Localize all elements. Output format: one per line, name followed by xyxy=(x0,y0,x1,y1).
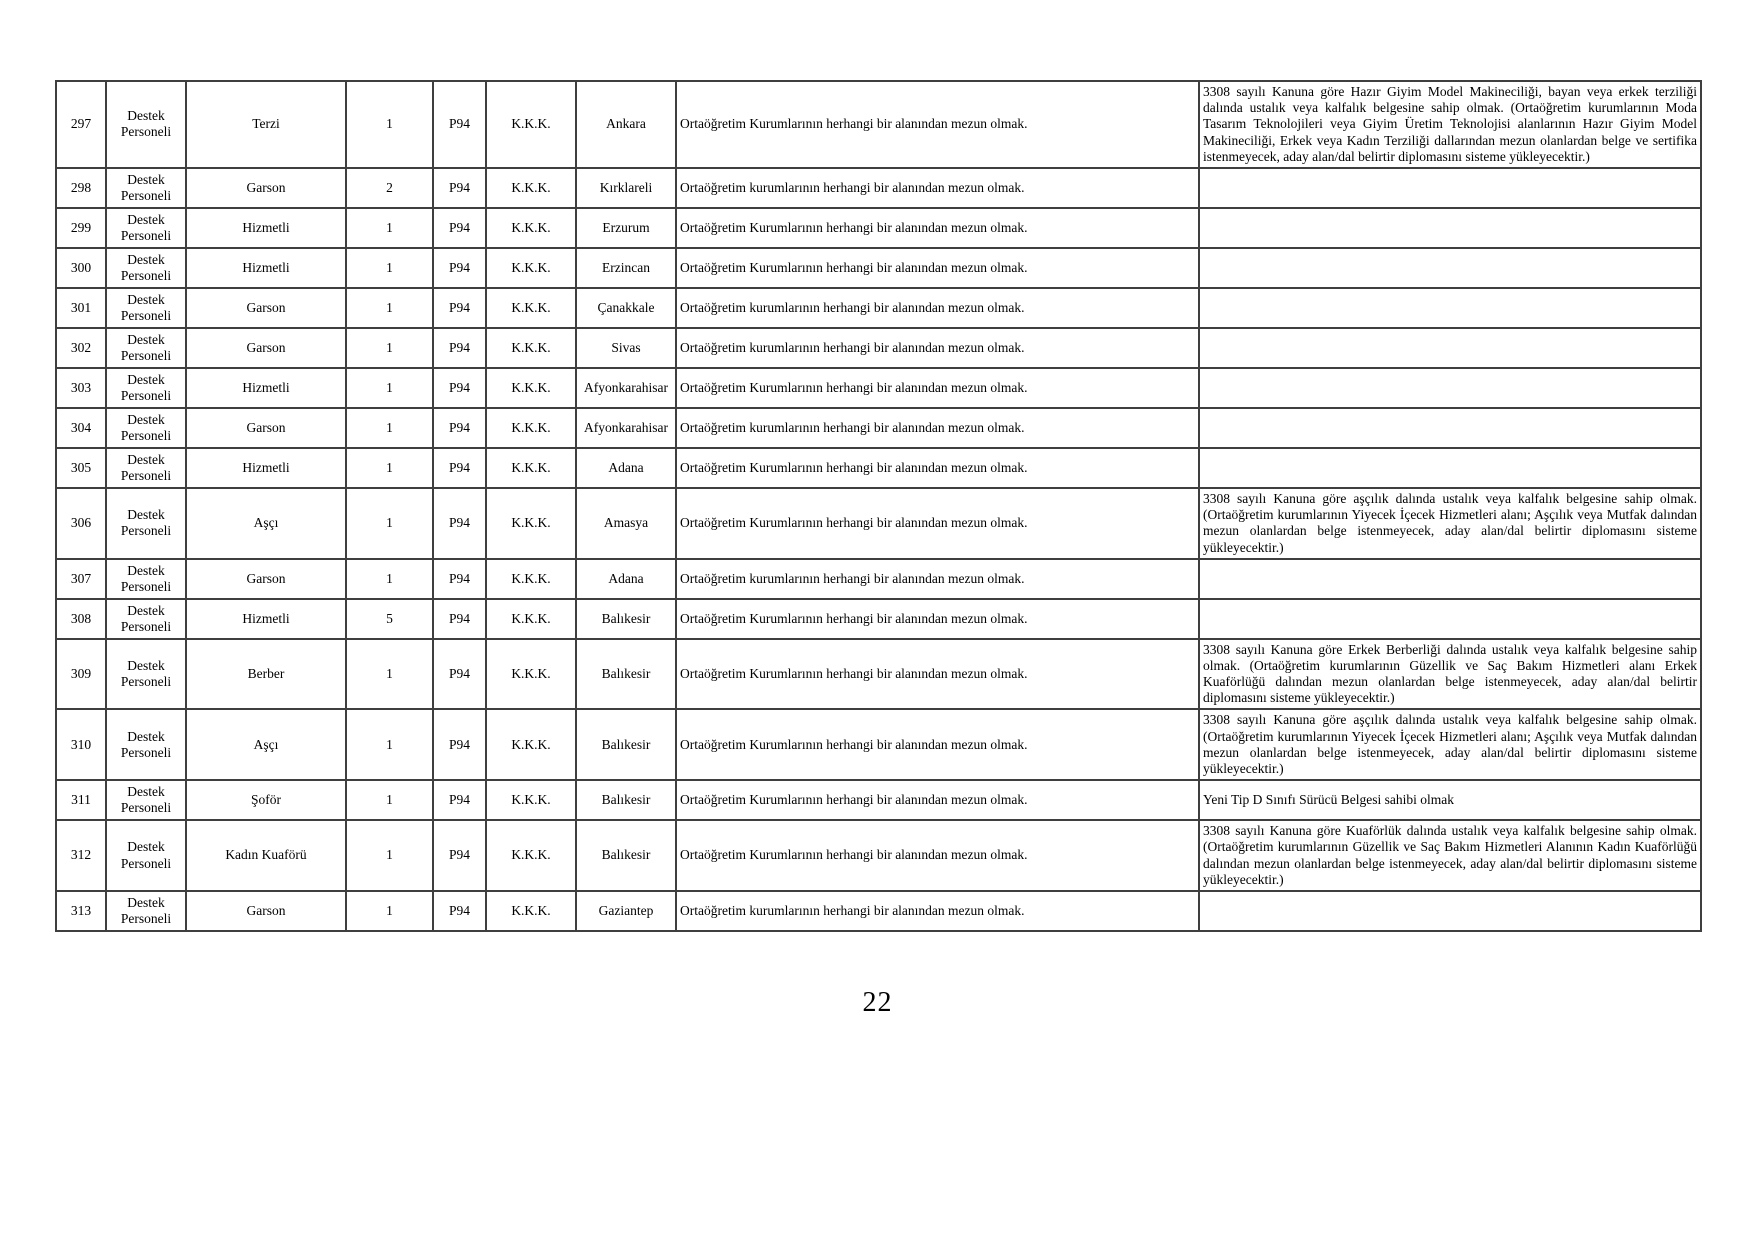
unit-cell: Destek Personeli xyxy=(106,288,186,328)
unit-cell: Destek Personeli xyxy=(106,248,186,288)
note-cell: 3308 sayılı Kanuna göre aşçılık dalında ustalık veya kalfalık belgesine sahip olmak. (Ortaöğretim kurumlarının Yiyecek İçecek Hizmetleri alanı; Aşçılık veya Mutfak dalından mezun olanlardan belge istenmeyecek, aday alan/dal belirtir diplomasını sisteme yükleyecektir.) xyxy=(1199,488,1701,559)
position-cell: Hizmetli xyxy=(186,368,346,408)
note-cell xyxy=(1199,248,1701,288)
city-cell: Erzurum xyxy=(576,208,676,248)
count-cell: 1 xyxy=(346,891,433,931)
count-cell: 1 xyxy=(346,288,433,328)
position-cell: Aşçı xyxy=(186,488,346,559)
score-type-cell: P94 xyxy=(433,599,486,639)
city-cell: Balıkesir xyxy=(576,599,676,639)
force-cell: K.K.K. xyxy=(486,780,576,820)
note-cell xyxy=(1199,408,1701,448)
city-cell: Afyonkarahisar xyxy=(576,408,676,448)
requirement-cell: Ortaöğretim Kurumlarının herhangi bir alanından mezun olmak. xyxy=(676,368,1199,408)
requirement-cell: Ortaöğretim Kurumlarının herhangi bir alanından mezun olmak. xyxy=(676,208,1199,248)
requirement-cell: Ortaöğretim Kurumlarının herhangi bir alanından mezun olmak. xyxy=(676,709,1199,780)
count-cell: 1 xyxy=(346,408,433,448)
row-number-cell: 301 xyxy=(56,288,106,328)
row-number-cell: 298 xyxy=(56,168,106,208)
table-row xyxy=(56,208,1701,248)
note-cell xyxy=(1199,328,1701,368)
position-cell: Hizmetli xyxy=(186,448,346,488)
count-cell: 1 xyxy=(346,820,433,891)
table-row xyxy=(56,891,1701,931)
requirement-cell: Ortaöğretim Kurumlarının herhangi bir alanından mezun olmak. xyxy=(676,780,1199,820)
table-row xyxy=(56,599,1701,639)
table-row xyxy=(56,820,1701,891)
position-cell: Kadın Kuaförü xyxy=(186,820,346,891)
page-footer xyxy=(55,987,1700,1019)
count-cell: 1 xyxy=(346,639,433,710)
requirement-cell: Ortaöğretim Kurumlarının herhangi bir alanından mezun olmak. xyxy=(676,639,1199,710)
force-cell: K.K.K. xyxy=(486,248,576,288)
position-cell: Hizmetli xyxy=(186,208,346,248)
note-cell: 3308 sayılı Kanuna göre Kuaförlük dalında ustalık veya kalfalık belgesine sahip olmak. (Ortaöğretim kurumlarının Güzellik ve Saç Bakım Hizmetleri Alanının Kadın Kuaförlüğü dalından mezun olanlardan belge istenmeyecek, aday alan/dal belirtir diplomasını sisteme yükleyecektir.) xyxy=(1199,820,1701,891)
count-cell: 1 xyxy=(346,559,433,599)
note-cell xyxy=(1199,288,1701,328)
city-cell: Afyonkarahisar xyxy=(576,368,676,408)
count-cell: 1 xyxy=(346,248,433,288)
score-type-cell: P94 xyxy=(433,208,486,248)
row-number-cell: 310 xyxy=(56,709,106,780)
score-type-cell: P94 xyxy=(433,368,486,408)
score-type-cell: P94 xyxy=(433,780,486,820)
row-number-cell: 297 xyxy=(56,81,106,168)
count-cell: 1 xyxy=(346,448,433,488)
score-type-cell: P94 xyxy=(433,891,486,931)
table-row xyxy=(56,368,1701,408)
row-number-cell: 305 xyxy=(56,448,106,488)
row-number-cell: 299 xyxy=(56,208,106,248)
count-cell: 5 xyxy=(346,599,433,639)
row-number-cell: 307 xyxy=(56,559,106,599)
position-cell: Aşçı xyxy=(186,709,346,780)
force-cell: K.K.K. xyxy=(486,328,576,368)
table-row xyxy=(56,448,1701,488)
note-cell: 3308 sayılı Kanuna göre Hazır Giyim Model Makineciliği, bayan veya erkek terziliği dalında ustalık veya kalfalık belgesine sahip olmak. (Ortaöğretim kurumlarının Moda Tasarım Teknolojileri veya Giyim Üretim Teknolojisi alanlarının Hazır Giyim Model Makineciliği, Erkek veya Kadın Terziliği dallarından mezun olanlardan belge ve sertifika istenmeyecek, aday alan/dal belirtir diplomasını sisteme yükleyecektir.) xyxy=(1199,81,1701,168)
score-type-cell: P94 xyxy=(433,248,486,288)
force-cell: K.K.K. xyxy=(486,488,576,559)
count-cell: 1 xyxy=(346,368,433,408)
position-cell: Garson xyxy=(186,408,346,448)
requirement-cell: Ortaöğretim Kurumlarının herhangi bir alanından mezun olmak. xyxy=(676,448,1199,488)
note-cell xyxy=(1199,448,1701,488)
note-cell: 3308 sayılı Kanuna göre aşçılık dalında ustalık veya kalfalık belgesine sahip olmak. (Ortaöğretim kurumlarının Yiyecek İçecek Hizmetleri alanı; Aşçılık veya Mutfak dalından mezun olanlardan belge istenmeyecek, aday alan/dal belirtir diplomasını sisteme yükleyecektir.) xyxy=(1199,709,1701,780)
unit-cell: Destek Personeli xyxy=(106,328,186,368)
positions-table xyxy=(55,80,1702,932)
row-number-cell: 313 xyxy=(56,891,106,931)
row-number-cell: 312 xyxy=(56,820,106,891)
table-row xyxy=(56,168,1701,208)
positions-table-body xyxy=(56,81,1701,931)
unit-cell: Destek Personeli xyxy=(106,639,186,710)
unit-cell: Destek Personeli xyxy=(106,168,186,208)
score-type-cell: P94 xyxy=(433,328,486,368)
requirement-cell: Ortaöğretim Kurumlarının herhangi bir alanından mezun olmak. xyxy=(676,248,1199,288)
unit-cell: Destek Personeli xyxy=(106,448,186,488)
count-cell: 1 xyxy=(346,488,433,559)
city-cell: Balıkesir xyxy=(576,709,676,780)
force-cell: K.K.K. xyxy=(486,448,576,488)
count-cell: 1 xyxy=(346,81,433,168)
score-type-cell: P94 xyxy=(433,288,486,328)
force-cell: K.K.K. xyxy=(486,368,576,408)
score-type-cell: P94 xyxy=(433,559,486,599)
force-cell: K.K.K. xyxy=(486,208,576,248)
position-cell: Garson xyxy=(186,288,346,328)
unit-cell: Destek Personeli xyxy=(106,408,186,448)
score-type-cell: P94 xyxy=(433,709,486,780)
table-row xyxy=(56,328,1701,368)
city-cell: Amasya xyxy=(576,488,676,559)
requirement-cell: Ortaöğretim kurumlarının herhangi bir alanından mezun olmak. xyxy=(676,328,1199,368)
table-row xyxy=(56,639,1701,710)
score-type-cell: P94 xyxy=(433,488,486,559)
table-row xyxy=(56,288,1701,328)
requirement-cell: Ortaöğretim Kurumlarının herhangi bir alanından mezun olmak. xyxy=(676,81,1199,168)
city-cell: Adana xyxy=(576,448,676,488)
position-cell: Hizmetli xyxy=(186,599,346,639)
note-cell xyxy=(1199,168,1701,208)
force-cell: K.K.K. xyxy=(486,891,576,931)
unit-cell: Destek Personeli xyxy=(106,780,186,820)
table-row xyxy=(56,559,1701,599)
note-cell xyxy=(1199,368,1701,408)
city-cell: Kırklareli xyxy=(576,168,676,208)
requirement-cell: Ortaöğretim Kurumlarının herhangi bir alanından mezun olmak. xyxy=(676,820,1199,891)
unit-cell: Destek Personeli xyxy=(106,488,186,559)
page-number: 22 xyxy=(862,986,893,1018)
force-cell: K.K.K. xyxy=(486,168,576,208)
count-cell: 1 xyxy=(346,709,433,780)
position-cell: Terzi xyxy=(186,81,346,168)
score-type-cell: P94 xyxy=(433,168,486,208)
position-cell: Berber xyxy=(186,639,346,710)
table-row xyxy=(56,408,1701,448)
note-cell xyxy=(1199,891,1701,931)
force-cell: K.K.K. xyxy=(486,709,576,780)
position-cell: Garson xyxy=(186,559,346,599)
requirement-cell: Ortaöğretim kurumlarının herhangi bir alanından mezun olmak. xyxy=(676,168,1199,208)
unit-cell: Destek Personeli xyxy=(106,559,186,599)
table-row xyxy=(56,709,1701,780)
city-cell: Balıkesir xyxy=(576,780,676,820)
requirement-cell: Ortaöğretim kurumlarının herhangi bir alanından mezun olmak. xyxy=(676,288,1199,328)
requirement-cell: Ortaöğretim Kurumlarının herhangi bir alanından mezun olmak. xyxy=(676,599,1199,639)
count-cell: 1 xyxy=(346,208,433,248)
note-cell xyxy=(1199,599,1701,639)
unit-cell: Destek Personeli xyxy=(106,599,186,639)
unit-cell: Destek Personeli xyxy=(106,709,186,780)
force-cell: K.K.K. xyxy=(486,639,576,710)
note-cell: 3308 sayılı Kanuna göre Erkek Berberliği dalında ustalık veya kalfalık belgesine sahip olmak. (Ortaöğretim kurumlarının Güzellik ve Saç Bakım Hizmetleri alanı Erkek Kuaförlüğü dalından mezun olanlardan belge istenmeyecek, aday alan/dal belirtir diplomasını sisteme yükleyecektir.) xyxy=(1199,639,1701,710)
unit-cell: Destek Personeli xyxy=(106,891,186,931)
force-cell: K.K.K. xyxy=(486,81,576,168)
unit-cell: Destek Personeli xyxy=(106,81,186,168)
table-row xyxy=(56,488,1701,559)
position-cell: Garson xyxy=(186,168,346,208)
row-number-cell: 306 xyxy=(56,488,106,559)
force-cell: K.K.K. xyxy=(486,559,576,599)
position-cell: Şoför xyxy=(186,780,346,820)
row-number-cell: 311 xyxy=(56,780,106,820)
score-type-cell: P94 xyxy=(433,408,486,448)
score-type-cell: P94 xyxy=(433,81,486,168)
note-cell: Yeni Tip D Sınıfı Sürücü Belgesi sahibi olmak xyxy=(1199,780,1701,820)
table-row xyxy=(56,248,1701,288)
note-cell xyxy=(1199,559,1701,599)
force-cell: K.K.K. xyxy=(486,408,576,448)
city-cell: Adana xyxy=(576,559,676,599)
score-type-cell: P94 xyxy=(433,448,486,488)
city-cell: Balıkesir xyxy=(576,639,676,710)
row-number-cell: 302 xyxy=(56,328,106,368)
unit-cell: Destek Personeli xyxy=(106,820,186,891)
requirement-cell: Ortaöğretim kurumlarının herhangi bir alanından mezun olmak. xyxy=(676,891,1199,931)
table-row xyxy=(56,81,1701,168)
row-number-cell: 303 xyxy=(56,368,106,408)
row-number-cell: 304 xyxy=(56,408,106,448)
requirement-cell: Ortaöğretim kurumlarının herhangi bir alanından mezun olmak. xyxy=(676,408,1199,448)
requirement-cell: Ortaöğretim kurumlarının herhangi bir alanından mezun olmak. xyxy=(676,559,1199,599)
row-number-cell: 308 xyxy=(56,599,106,639)
city-cell: Sivas xyxy=(576,328,676,368)
city-cell: Ankara xyxy=(576,81,676,168)
city-cell: Balıkesir xyxy=(576,820,676,891)
score-type-cell: P94 xyxy=(433,639,486,710)
unit-cell: Destek Personeli xyxy=(106,208,186,248)
table-row xyxy=(56,780,1701,820)
position-cell: Garson xyxy=(186,328,346,368)
requirement-cell: Ortaöğretim Kurumlarının herhangi bir alanından mezun olmak. xyxy=(676,488,1199,559)
city-cell: Çanakkale xyxy=(576,288,676,328)
note-cell xyxy=(1199,208,1701,248)
count-cell: 1 xyxy=(346,780,433,820)
city-cell: Erzincan xyxy=(576,248,676,288)
force-cell: K.K.K. xyxy=(486,820,576,891)
row-number-cell: 309 xyxy=(56,639,106,710)
count-cell: 2 xyxy=(346,168,433,208)
unit-cell: Destek Personeli xyxy=(106,368,186,408)
city-cell: Gaziantep xyxy=(576,891,676,931)
force-cell: K.K.K. xyxy=(486,288,576,328)
count-cell: 1 xyxy=(346,328,433,368)
position-cell: Garson xyxy=(186,891,346,931)
row-number-cell: 300 xyxy=(56,248,106,288)
position-cell: Hizmetli xyxy=(186,248,346,288)
force-cell: K.K.K. xyxy=(486,599,576,639)
score-type-cell: P94 xyxy=(433,820,486,891)
